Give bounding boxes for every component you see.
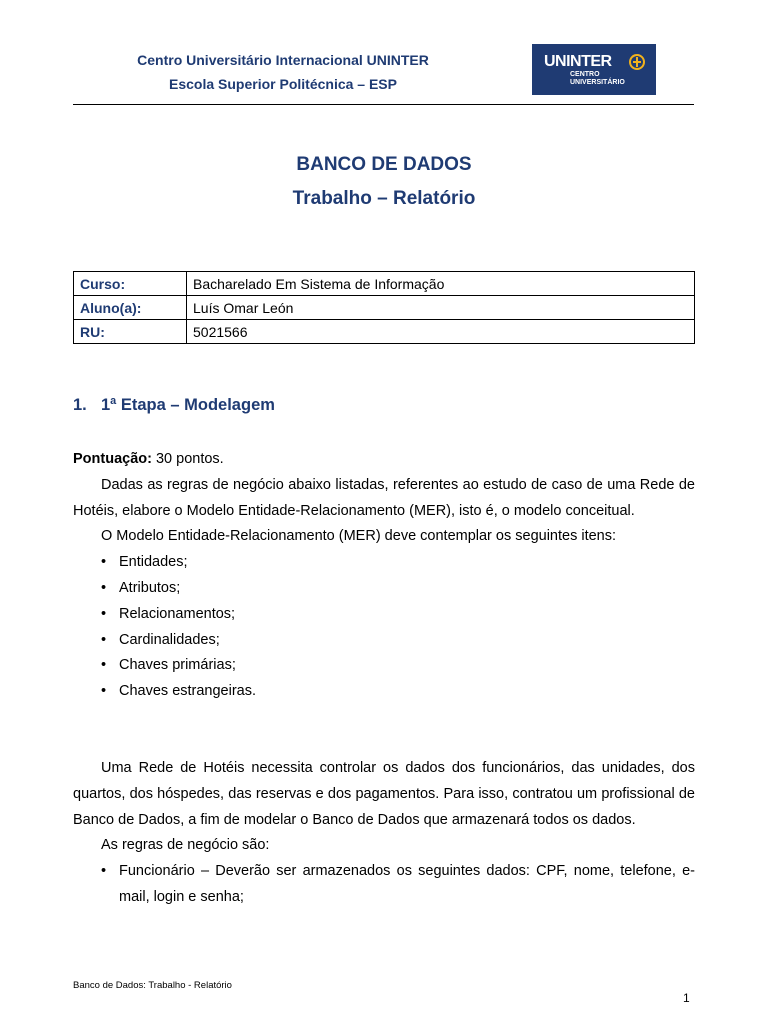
score-label: Pontuação: <box>73 451 152 467</box>
table-row <box>74 320 695 344</box>
row-key: RU: <box>74 320 187 344</box>
document-title: BANCO DE DADOS <box>296 154 472 175</box>
logo-brand: UNINTER <box>544 53 612 70</box>
requirements-list <box>73 550 695 705</box>
logo-sub2: UNIVERSITÁRIO <box>570 79 625 86</box>
paragraph: As regras de negócio são: <box>101 837 270 854</box>
section-title: 1ª Etapa – Modelagem <box>101 396 275 414</box>
institution-name: Centro Universitário Internacional UNINTER <box>137 52 429 68</box>
list-item: • Relacionamentos; <box>73 602 695 628</box>
paragraph: O Modelo Entidade-Relacionamento (MER) deve contemplar os seguintes itens: <box>101 528 617 545</box>
page-number: 1 <box>683 991 690 1005</box>
score-value: 30 pontos. <box>151 451 224 467</box>
score-line <box>73 447 695 473</box>
row-key: Aluno(a): <box>74 296 187 320</box>
row-value: Bacharelado Em Sistema de Informação <box>187 272 695 296</box>
footer-title: Banco de Dados: Trabalho - Relatório <box>73 980 232 991</box>
table-row <box>74 296 695 320</box>
paragraph: Dadas as regras de negócio abaixo listadas, referentes ao estudo de caso de uma Rede de Hotéis, elabore o Modelo Entidade-Relacionamento (MER), isto é, o modelo conceitual. <box>73 476 695 519</box>
globe-icon <box>629 54 645 70</box>
header-divider <box>73 104 694 105</box>
logo-subtitle <box>570 71 625 87</box>
table-row <box>74 272 695 296</box>
section-body <box>73 447 695 705</box>
school-name: Escola Superior Politécnica – ESP <box>169 76 397 92</box>
business-rule: • Funcionário – Deverão ser armazenados os seguintes dados: CPF, nome, telefone, e-mail, login e senha; <box>73 859 695 911</box>
case-study-body <box>73 756 695 911</box>
paragraph: Uma Rede de Hotéis necessita controlar os dados dos funcionários, das unidades, dos quartos, dos hóspedes, das reservas e dos pagamentos. Para isso, contratou um profissional de Banco de Dados, a fim de modelar o Banco de Dados que armazenará todos os dados. <box>73 760 695 828</box>
row-value: Luís Omar León <box>187 296 695 320</box>
section-number: 1. <box>73 396 87 414</box>
list-item: • Atributos; <box>73 576 695 602</box>
uninter-logo <box>532 44 656 95</box>
section-heading <box>73 396 275 415</box>
document-subtitle: Trabalho – Relatório <box>292 188 476 209</box>
list-item: • Chaves primárias; <box>73 653 695 679</box>
logo-sub1: CENTRO <box>570 71 600 78</box>
row-value: 5021566 <box>187 320 695 344</box>
list-item: • Chaves estrangeiras. <box>73 679 695 705</box>
row-key: Curso: <box>74 272 187 296</box>
student-info-table <box>73 271 695 344</box>
list-item: • Entidades; <box>73 550 695 576</box>
list-item: • Cardinalidades; <box>73 628 695 654</box>
